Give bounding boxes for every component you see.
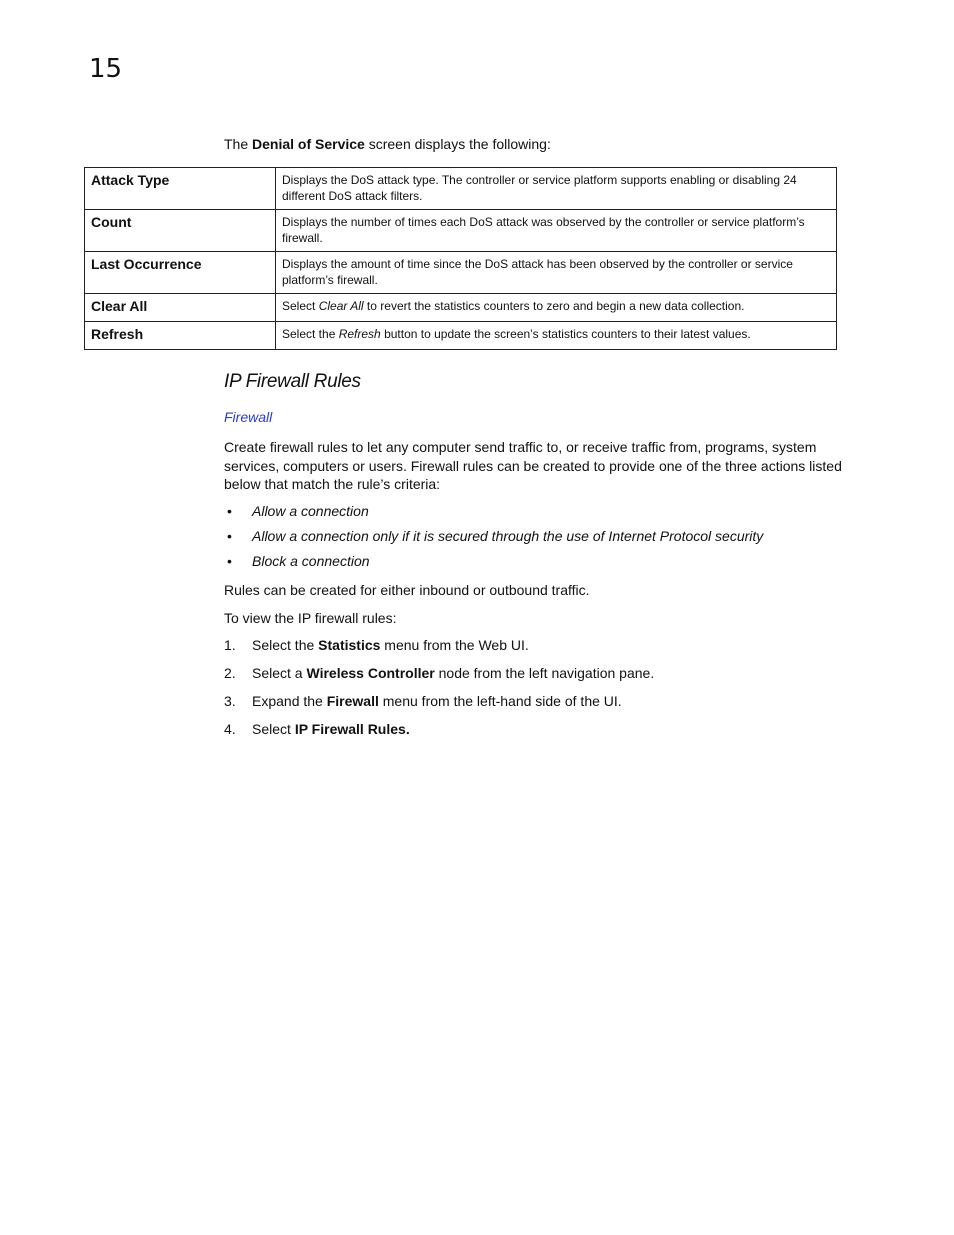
table-description: Displays the DoS attack type. The controller or service platform supports enabling or disabling 24 different DoS attack filters. — [276, 168, 837, 210]
table-term: Last Occurrence — [85, 252, 276, 294]
intro-suffix: screen displays the following: — [364, 136, 551, 152]
section-heading: IP Firewall Rules — [224, 371, 361, 392]
table-description — [276, 294, 837, 322]
table-term: Attack Type — [85, 168, 276, 210]
table-description: Displays the number of times each DoS attack was observed by the controller or service platform’s firewall. — [276, 210, 837, 252]
section-paragraph: Create firewall rules to let any computer send traffic to, or receive traffic from, programs, system services, computers or users. Firewall rules can be created to provide one of the three actions listed below that match the rule’s criteria: — [224, 439, 842, 492]
table-row — [85, 294, 837, 322]
desc-text: Select — [282, 299, 319, 313]
table-row — [85, 210, 837, 252]
intro-text — [224, 136, 551, 152]
table-row — [85, 168, 837, 210]
firewall-link[interactable]: Firewall — [224, 409, 273, 425]
table-row — [85, 252, 837, 294]
ui-term: Wireless Controller — [306, 665, 435, 681]
desc-text: to revert the statistics counters to zero and begin a new data collection. — [363, 299, 745, 313]
ui-term: Statistics — [318, 637, 381, 653]
bullet-icon: • — [227, 553, 232, 569]
rules-note: Rules can be created for either inbound or outbound traffic. — [224, 582, 590, 598]
bullet-icon: • — [227, 503, 232, 519]
intro-screen-name: Denial of Service — [252, 136, 365, 152]
view-intro: To view the IP firewall rules: — [224, 610, 397, 626]
ui-term: IP Firewall Rules. — [294, 721, 410, 737]
desc-emphasis: Refresh — [338, 327, 381, 341]
table-description — [276, 322, 837, 350]
desc-emphasis: Clear All — [318, 299, 364, 313]
ui-term: Firewall — [326, 693, 379, 709]
bullet-icon: • — [227, 528, 232, 544]
table-row — [85, 322, 837, 350]
desc-text: button to update the screen’s statistics counters to their latest values. — [380, 327, 751, 341]
table-term: Clear All — [85, 294, 276, 322]
table-term: Count — [85, 210, 276, 252]
table-term: Refresh — [85, 322, 276, 350]
intro-prefix: The — [224, 136, 253, 152]
parameters-table — [84, 167, 837, 350]
table-description: Displays the amount of time since the DoS attack has been observed by the controller or service platform’s firewall. — [276, 252, 837, 294]
desc-text: Select the — [282, 327, 339, 341]
chapter-number: 15 — [89, 54, 123, 84]
